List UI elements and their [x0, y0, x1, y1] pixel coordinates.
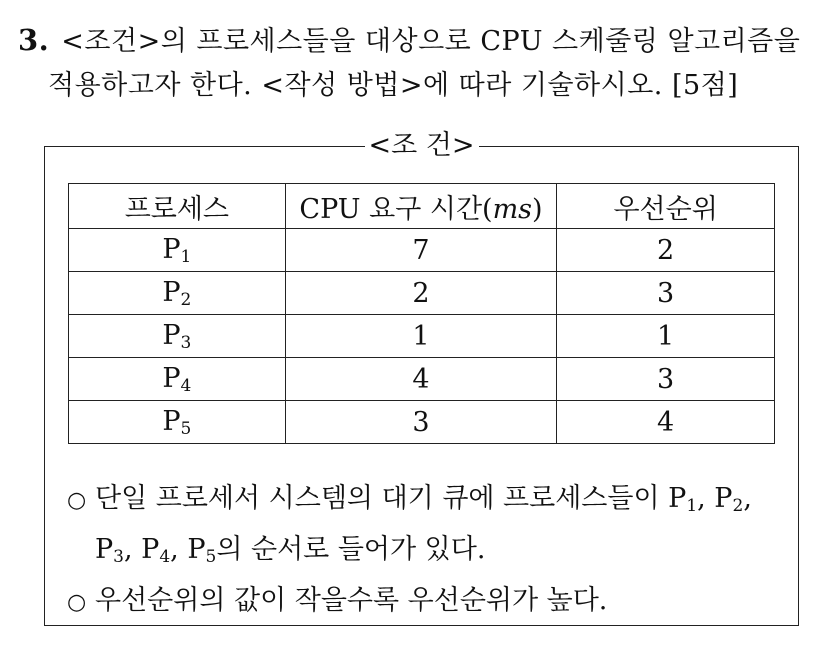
note-subscript: 3: [113, 547, 124, 567]
priority-cell: 3: [557, 272, 775, 315]
table-header-row: [69, 184, 775, 229]
circle-bullet-icon: ○: [67, 590, 87, 615]
table-row: [69, 315, 775, 358]
condition-box: [44, 130, 799, 626]
process-name: [69, 229, 286, 272]
note-text: 우선순위의 값이 작을수록 우선순위가 높다.: [95, 585, 608, 616]
note-item-1: [67, 477, 787, 528]
process-name: [69, 358, 286, 401]
cpu-time-cell: 2: [285, 272, 557, 315]
priority-cell: 3: [557, 358, 775, 401]
process-name: [69, 401, 286, 444]
table-row: [69, 358, 775, 401]
header-cpu-time: [285, 184, 557, 229]
process-letter: P: [162, 276, 181, 308]
note-text: ,: [743, 483, 752, 514]
header-cpu-time-unit: ms: [492, 193, 533, 225]
table-row: [69, 401, 775, 444]
cpu-time-cell: 4: [285, 358, 557, 401]
question-line-1: [18, 18, 808, 64]
cpu-time-cell: 7: [285, 229, 557, 272]
note-subscript: 5: [205, 547, 217, 567]
process-name: [69, 272, 286, 315]
process-index: 5: [180, 418, 192, 439]
note-text: , P: [124, 534, 160, 565]
priority-cell: 2: [557, 229, 775, 272]
header-cpu-time-close: ): [532, 193, 543, 225]
process-letter: P: [162, 233, 181, 265]
process-index: 2: [180, 289, 192, 310]
note-item-2: [67, 579, 787, 625]
process-index: 4: [180, 375, 192, 396]
note-text: 의 순서로 들어가 있다.: [216, 534, 486, 565]
note-text: , P: [170, 534, 206, 565]
cpu-time-cell: 3: [285, 401, 557, 444]
condition-notes: [67, 477, 787, 625]
header-cpu-time-label: CPU 요구 시간(: [299, 193, 493, 225]
process-index: 3: [180, 332, 192, 353]
circle-bullet-icon: ○: [67, 488, 87, 513]
condition-box-title: <조 건>: [365, 129, 479, 163]
header-priority: 우선순위: [557, 184, 775, 229]
note-text: P: [95, 534, 114, 565]
note-subscript: 4: [159, 547, 171, 567]
process-letter: P: [162, 362, 181, 394]
cpu-time-cell: 1: [285, 315, 557, 358]
note-item-1-continued: [67, 528, 787, 579]
note-text: 단일 프로세서 시스템의 대기 큐에 프로세스들이 P: [95, 483, 687, 514]
header-process: 프로세스: [69, 184, 286, 229]
table-row: [69, 272, 775, 315]
question-number: 3.: [18, 23, 50, 57]
question: [18, 18, 808, 108]
priority-cell: 4: [557, 401, 775, 444]
process-letter: P: [162, 319, 181, 351]
note-text: , P: [697, 483, 733, 514]
table-row: [69, 229, 775, 272]
process-table: [68, 183, 775, 444]
note-subscript: 2: [732, 496, 744, 516]
note-subscript: 1: [686, 496, 698, 516]
process-index: 1: [180, 246, 192, 267]
question-line-2: [18, 64, 808, 108]
question-text-2: 적용하고자 한다. <작성 방법>에 따라 기술하시오. [5점]: [48, 70, 739, 101]
question-text-1: <조건>의 프로세스들을 대상으로 CPU 스케줄링 알고리즘을: [61, 26, 801, 57]
note-continuation: [67, 528, 485, 579]
process-letter: P: [162, 405, 181, 437]
priority-cell: 1: [557, 315, 775, 358]
process-name: [69, 315, 286, 358]
